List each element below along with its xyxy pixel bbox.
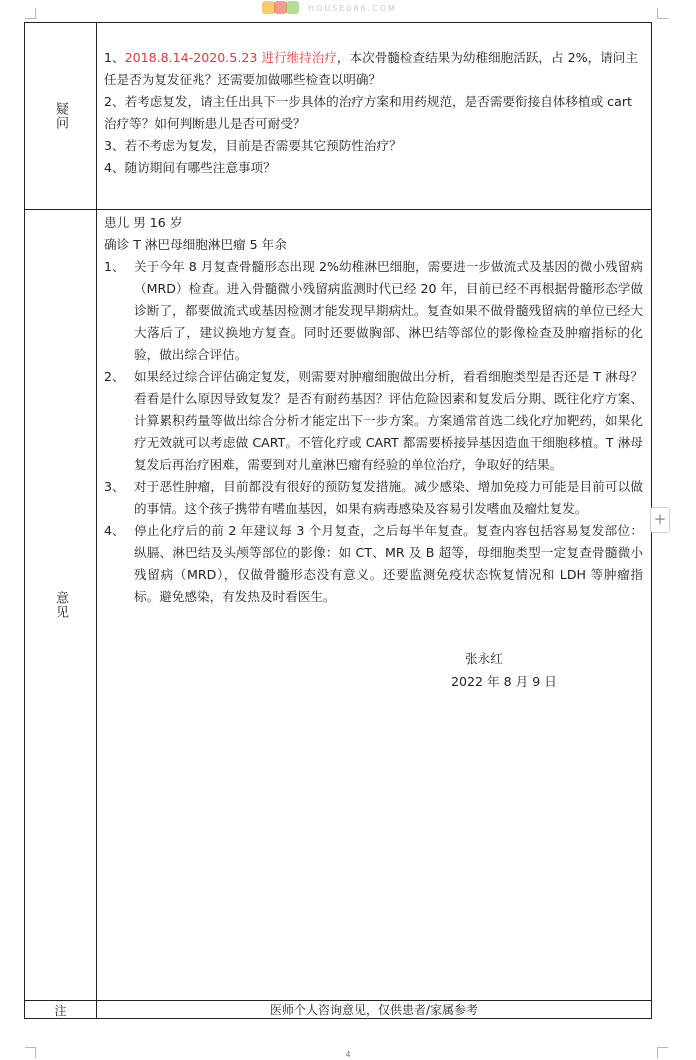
note-label: 注 [54,1003,67,1018]
opinion-item-text: 关于今年 8 月复查骨髓形态出现 2%幼稚淋巴细胞，需要进一步做流式及基因的微小残留病（MRD）检查。进入骨髓微小残留病监测时代已经 20 年，目前已经不再根据骨髓形态学做诊断了，都要做流式或基因检测才能发现早期病灶。复查如果不做骨髓残留病的单位已经大大落后了，建议换地方复查。同时还要做胸部、淋巴结等部位的影像检查及肿瘤指标的化验，做出综合评估。 [134,259,643,362]
note-row [25,1001,651,1019]
opinion-label: 意见 [53,591,68,619]
opinion-item [104,256,643,366]
opinion-item-number: 2、 [104,369,125,384]
opinion-row [25,210,651,1001]
watermark [262,0,397,16]
question-number: 2、 [104,94,125,109]
page-corner-mark [25,8,36,19]
page-corner-mark [657,8,668,19]
question-number: 1、 [104,50,125,65]
opinion-item [104,520,643,608]
watermark-logo-icon [262,1,300,15]
question-text: 若不考虑为复发，目前是否需要其它预防性治疗？ [124,138,402,153]
page-number: 4 [345,1050,351,1059]
note-label-cell [25,1001,97,1019]
watermark-text: HOUSE086.COM [308,3,397,13]
opinion-item-text: 如果经过综合评估确定复发，则需要对肿瘤细胞做出分析，看看细胞类型是否还是 T 淋母？看看是什么原因导致复发？是否有耐药基因？评估危险因素和复发后分期、既往化疗方案、计算累积药量等做出综合分析才能定出下一步方案。方案通常首选二线化疗加靶药，如果化疗无效就可以考虑做 CART。不管化疗或 CART 都需要桥接异基因造血干细胞移植。T 淋母复发后再治疗困难，需要到对儿童淋巴瘤有经验的单位治疗，争取好的结果。 [134,369,643,472]
questions-label: 疑问 [53,102,68,130]
note-content [97,1001,651,1019]
question-item [104,157,643,179]
consultation-table [24,22,652,1019]
patient-info: 患儿 男 16 岁 [104,215,183,230]
note-text: 医师个人咨询意见，仅供患者/家属参考 [269,1003,479,1017]
question-text: ，本次骨髓检查结果为幼稚细胞活跃，占 2%，请问主任是否为复发征兆？还需要加做哪些检查以明确？ [104,50,638,87]
question-item [104,135,643,157]
opinion-item [104,366,643,476]
questions-label-cell [25,23,97,209]
question-item [104,91,643,135]
questions-content [97,23,651,209]
logo-square [286,1,299,14]
opinion-item-number: 4、 [104,523,125,538]
plus-icon: + [653,510,667,528]
questions-row [25,23,651,210]
questions-list [104,47,643,179]
opinion-item-number: 3、 [104,479,125,494]
opinion-list [104,256,643,608]
question-item [104,47,643,91]
doctor-signature: 张永红 [465,651,503,666]
side-expand-button[interactable] [650,507,670,533]
diagnosis: 确诊 T 淋巴母细胞淋巴瘤 5 年余 [104,237,287,252]
opinion-content [97,210,651,1000]
opinion-body [104,212,643,608]
opinion-item-text: 停止化疗后的前 2 年建议每 3 个月复查，之后每半年复查。复查内容包括容易复发部位：纵膈、淋巴结及头颅等部位的影像：如 CT、MR 及 B 超等，母细胞类型一定复查骨髓微小残留病（MRD），仅做骨髓形态没有意义。还要监测免疫状态恢复情况和 LDH 等肿瘤指标。避免感染，有发热及时看医生。 [134,523,643,604]
signature-date: 2022 年 8 月 9 日 [451,674,557,689]
question-text: 若考虑复发，请主任出具下一步具体的治疗方案和用药规范，是否需要衔接自体移植或 cart 治疗等？如何判断患儿是否可耐受？ [104,94,632,131]
question-highlight: 2018.8.14-2020.5.23 进行维持治疗 [124,50,337,65]
question-text: 随访期间有哪些注意事项？ [124,160,276,175]
opinion-item [104,476,643,520]
question-number: 4、 [104,160,125,175]
question-number: 3、 [104,138,125,153]
opinion-label-cell [25,210,97,1000]
opinion-item-text: 对于恶性肿瘤，目前都没有很好的预防复发措施。减少感染、增加免疫力可能是目前可以做的事情。这个孩子携带有嗜血基因，如果有病毒感染及容易引发嗜血及瘤灶复发。 [134,479,643,516]
opinion-item-number: 1、 [104,259,125,274]
